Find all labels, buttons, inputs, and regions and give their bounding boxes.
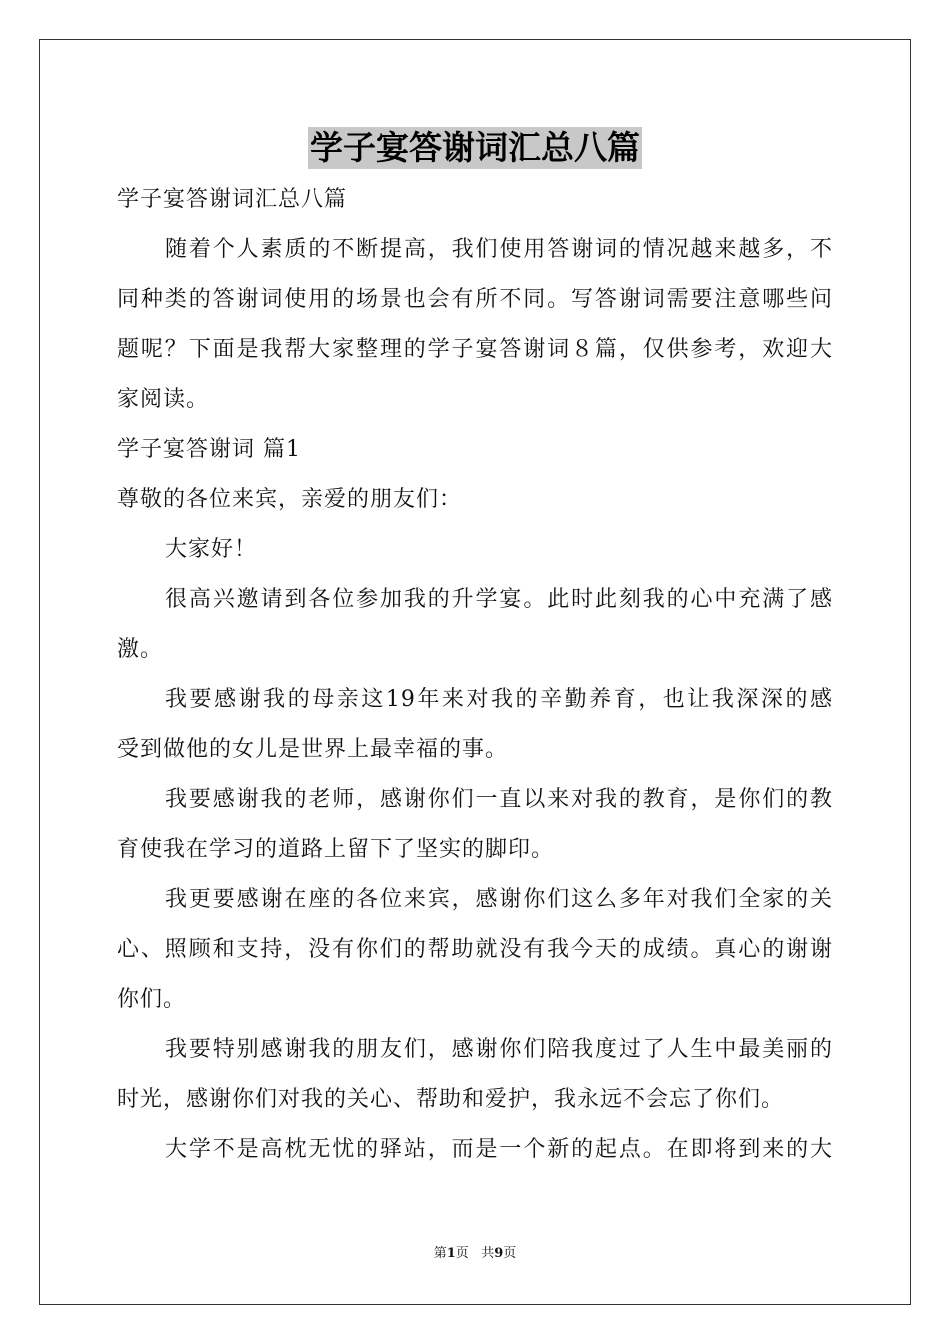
subtitle-line: 学子宴答谢词汇总八篇 [117,187,348,212]
paragraph-line: 很高兴邀请到各位参加我的升学宴。此时此刻我的心中充满了感 [165,587,833,612]
paragraph-line: 我要特别感谢我的朋友们，感谢你们陪我度过了人生中最美丽的 [165,1037,833,1062]
paragraph-line: 你们。 [117,987,187,1012]
document-body [117,175,833,1175]
title-wrap [0,127,950,169]
paragraph-line: 我要感谢我的母亲这19年来对我的辛勤养育，也让我深深的感 [165,687,833,712]
paragraph-line: 时光，感谢你们对我的关心、帮助和爱护，我永远不会忘了你们。 [117,1087,785,1112]
page-footer [0,1244,950,1264]
total-pages: 9 [494,1246,504,1261]
page-number: 1 [446,1246,456,1261]
page-prefix: 第 [433,1246,447,1261]
paragraph-line: 随着个人素质的不断提高，我们使用答谢词的情况越来越多，不 [165,237,833,262]
paragraph-line: 大学不是高枕无忧的驿站，而是一个新的起点。在即将到来的大 [165,1137,833,1162]
paragraph-line: 心、照顾和支持，没有你们的帮助就没有我今天的成绩。真心的谢谢 [117,937,833,962]
paragraph-line: 我更要感谢在座的各位来宾，感谢你们这么多年对我们全家的关 [165,887,833,912]
paragraph-line: 同种类的答谢词使用的场景也会有所不同。写答谢词需要注意哪些问 [117,287,833,312]
paragraph-line: 育使我在学习的道路上留下了坚实的脚印。 [117,837,555,862]
total-suffix: 页 [503,1246,517,1261]
document-title: 学子宴答谢词汇总八篇 [310,128,640,167]
paragraph-line: 家阅读。 [117,387,210,412]
greeting-line: 大家好！ [165,537,258,562]
paragraph-line: 激。 [117,637,164,662]
paragraph-line: 受到做他的女儿是世界上最幸福的事。 [117,737,509,762]
section-heading: 学子宴答谢词 篇1 [117,437,301,462]
total-prefix: 共 [481,1246,495,1261]
paragraph-line: 题呢？下面是我帮大家整理的学子宴答谢词８篇，仅供参考，欢迎大 [117,337,833,362]
salutation-line: 尊敬的各位来宾，亲爱的朋友们： [117,487,463,512]
page-suffix: 页 [455,1246,469,1261]
paragraph-line: 我要感谢我的老师，感谢你们一直以来对我的教育，是你们的教 [165,787,833,812]
